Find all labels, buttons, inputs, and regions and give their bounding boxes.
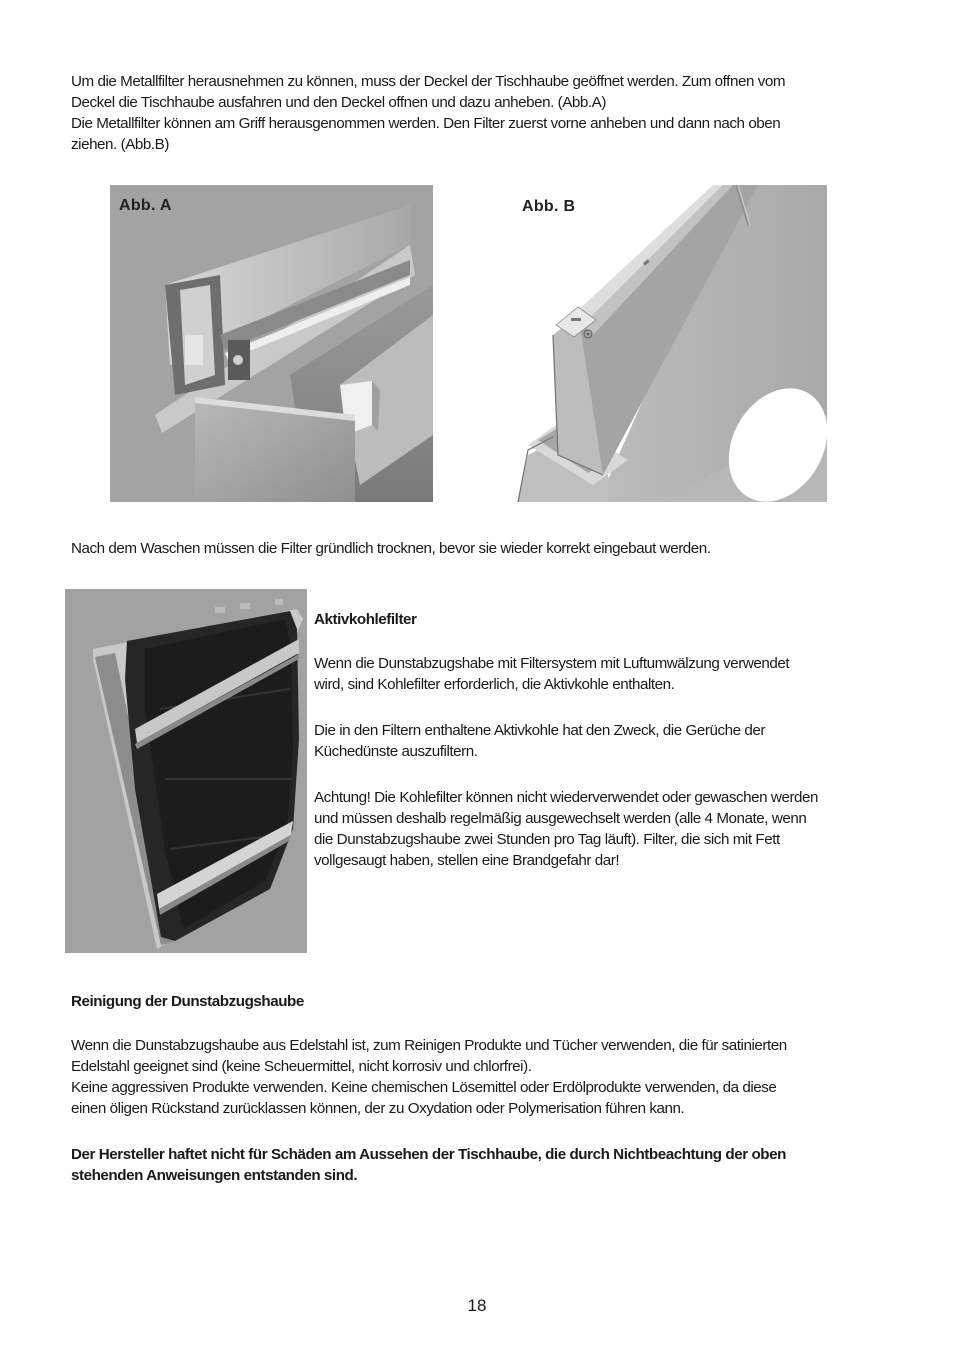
intro-line-3: Die Metallfilter können am Griff herausgenommen werden. Den Filter zuerst vorne anheben und dann nach oben [71, 115, 781, 132]
figure-a-label: Abb. A [119, 197, 172, 214]
washing-note: Nach dem Waschen müssen die Filter gründlich trocknen, bevor sie wieder korrekt eingebaut werden. [71, 540, 711, 557]
intro-line-4: ziehen. (Abb.B) [71, 136, 169, 153]
aktivkohle-para1-line1: Wenn die Dunstabzugshabe mit Filtersystem mit Luftumwälzung verwendet [314, 655, 790, 672]
cleaning-heading: Reinigung der Dunstabzugshaube [71, 993, 304, 1010]
aktivkohle-para2-line2: Küchedünste auszufiltern. [314, 743, 478, 760]
aktivkohle-para1-line2: wird, sind Kohlefilter erforderlich, die Aktivkohle enthalten. [314, 676, 675, 693]
cleaning-line-3: Keine aggressiven Produkte verwenden. Keine chemischen Lösemittel oder Erdölprodukte verwenden, da diese [71, 1079, 777, 1096]
page-number: 18 [467, 1296, 487, 1315]
aktivkohle-section [314, 609, 818, 871]
figure-b-drawing [508, 185, 827, 502]
figure-b-illustration [508, 185, 827, 502]
intro-line-2: Deckel die Tischhaube ausfahren und den Deckel offnen und dazu anheben. (Abb.A) [71, 94, 606, 111]
disclaimer-line-1: Der Hersteller haftet nicht für Schäden am Aussehen der Tischhaube, die durch Nichtbeachtung der oben [71, 1146, 786, 1163]
aktivkohle-para3-line2: und müssen deshalb regelmäßig ausgewechselt werden (alle 4 Monate, wenn [314, 810, 807, 827]
disclaimer-line-2: stehenden Anweisungen entstanden sind. [71, 1167, 358, 1184]
cleaning-line-2: Edelstahl geeignet sind (keine Scheuermittel, nicht korrosiv und chlorfrei). [71, 1058, 532, 1075]
cleaning-line-1: Wenn die Dunstabzugshaube aus Edelstahl ist, zum Reinigen Produkte und Tücher verwenden, die für satinierten [71, 1037, 787, 1054]
aktivkohle-para2-line1: Die in den Filtern enthaltene Aktivkohle hat den Zweck, die Gerüche der [314, 722, 765, 739]
intro-line-1: Um die Metallfilter herausnehmen zu können, muss der Deckel der Tischhaube geöffnet werden. Zum offnen vom [71, 73, 786, 90]
figure-a-illustration [110, 185, 433, 502]
cleaning-line-4: einen öligen Rückstand zurücklassen können, der zu Oxydation oder Polymerisation führen kann. [71, 1100, 685, 1117]
aktivkohle-para3-line4: vollgesaugt haben, stellen eine Brandgefahr dar! [314, 852, 620, 869]
aktivkohle-heading: Aktivkohlefilter [314, 611, 417, 628]
figure-a-photo [110, 185, 433, 502]
intro-paragraph [71, 71, 785, 155]
carbon-filter-image [65, 589, 307, 953]
aktivkohle-para3-line3: die Dunstabzugshaube zwei Stunden pro Tag läuft). Filter, die sich mit Fett [314, 831, 780, 848]
figure-b-label: Abb. B [522, 198, 576, 215]
carbon-filter-photo [65, 589, 307, 953]
cleaning-section [71, 991, 787, 1186]
aktivkohle-para3-line1: Achtung! Die Kohlefilter können nicht wiederverwendet oder gewaschen werden [314, 789, 819, 806]
